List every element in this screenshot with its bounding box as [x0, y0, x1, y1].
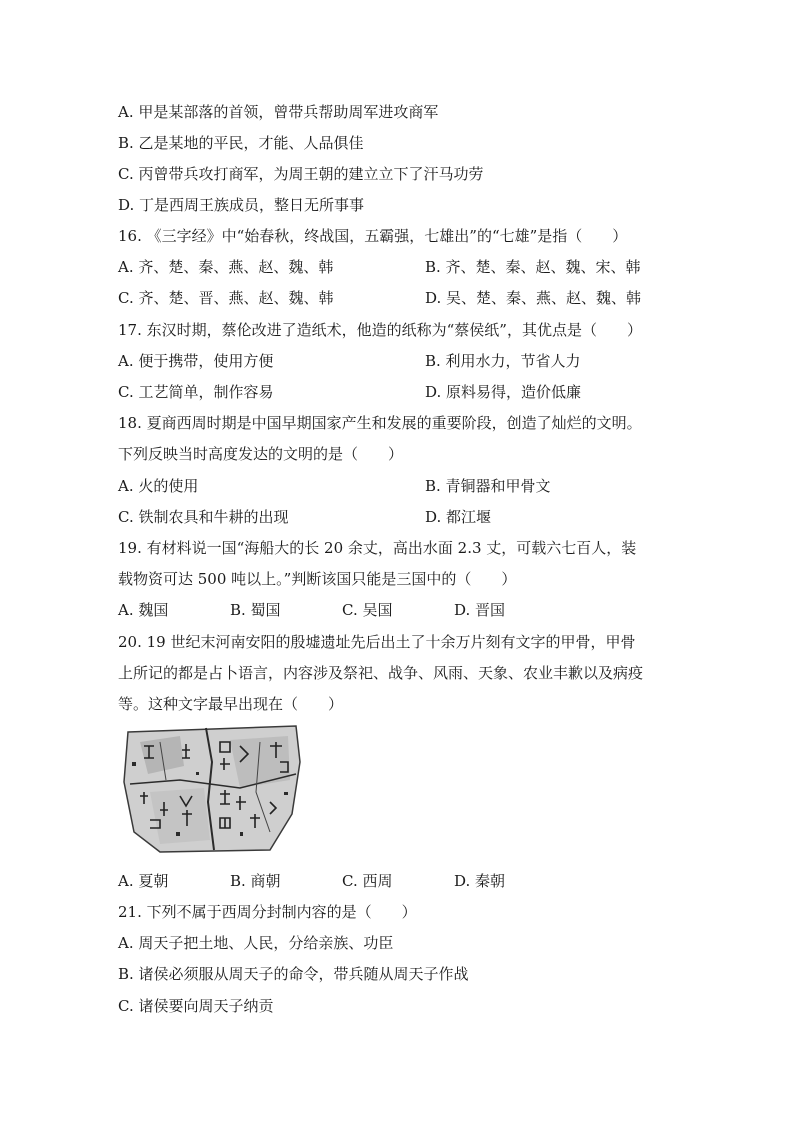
q16-option-a: A. 齐、楚、秦、燕、赵、魏、韩: [118, 258, 334, 276]
q21-stem: 21. 下列不属于西周分封制内容的是（ ）: [118, 903, 417, 921]
q17-option-c: C. 工艺简单，制作容易: [118, 383, 274, 401]
q19-option-a: A. 魏国: [118, 601, 169, 619]
q15-option-c: C. 丙曾带兵攻打商军，为周王朝的建立立下了汗马功劳: [118, 165, 484, 183]
q18-option-b: B. 青铜器和甲骨文: [425, 477, 551, 495]
oracle-bone-photo: [120, 722, 306, 856]
q18-option-c: C. 铁制农具和牛耕的出现: [118, 508, 289, 526]
q21-option-c: C. 诸侯要向周天子纳贡: [118, 997, 274, 1015]
q19-stem-line-1: 19. 有材料说一国“海船大的长 20 余丈，高出水面 2.3 丈，可载六七百人，装: [118, 539, 637, 557]
q20-option-a: A. 夏朝: [118, 872, 169, 890]
q20-option-b: B. 商朝: [230, 872, 281, 890]
q17-option-a: A. 便于携带，使用方便: [118, 352, 274, 370]
q18-stem-line-1: 18. 夏商西周时期是中国早期国家产生和发展的重要阶段，创造了灿烂的文明。: [118, 414, 642, 432]
q16-option-b: B. 齐、楚、秦、赵、魏、宋、韩: [425, 258, 641, 276]
q18-option-a: A. 火的使用: [118, 477, 199, 495]
q16-stem: 16. 《三字经》中“始春秋，终战国，五霸强，七雄出”的“七雄”是指（ ）: [118, 227, 628, 245]
q16-option-c: C. 齐、楚、晋、燕、赵、魏、韩: [118, 289, 334, 307]
q20-option-c: C. 西周: [342, 872, 393, 890]
q19-option-c: C. 吴国: [342, 601, 393, 619]
q18-stem-line-2: 下列反映当时高度发达的文明的是（ ）: [118, 445, 404, 463]
q21-option-b: B. 诸侯必须服从周天子的命令，带兵随从周天子作战: [118, 965, 469, 983]
q15-option-a: A. 甲是某部落的首领，曾带兵帮助周军进攻商军: [118, 103, 439, 121]
q18-option-d: D. 都江堰: [425, 508, 492, 526]
q17-stem: 17. 东汉时期，蔡伦改进了造纸术，他造的纸称为“蔡侯纸”，其优点是（ ）: [118, 321, 642, 339]
q15-option-d: D. 丁是西周王族成员，整日无所事事: [118, 196, 365, 214]
q17-option-d: D. 原料易得，造价低廉: [425, 383, 582, 401]
q19-option-d: D. 晋国: [454, 601, 506, 619]
q20-option-d: D. 秦朝: [454, 872, 506, 890]
q20-stem-line-2: 上所记的都是占卜语言，内容涉及祭祀、战争、风雨、天象、农业丰歉以及病疫: [118, 664, 644, 682]
q17-option-b: B. 利用水力，节省人力: [425, 352, 581, 370]
q20-stem-line-1: 20. 19 世纪末河南安阳的殷墟遗址先后出土了十余万片刻有文字的甲骨，甲骨: [118, 633, 636, 651]
q19-option-b: B. 蜀国: [230, 601, 281, 619]
q16-option-d: D. 吴、楚、秦、燕、赵、魏、韩: [425, 289, 642, 307]
q20-stem-line-3: 等。这种文字最早出现在（ ）: [118, 695, 344, 713]
q15-option-b: B. 乙是某地的平民，才能、人品俱佳: [118, 134, 364, 152]
q19-stem-line-2: 载物资可达 500 吨以上。”判断该国只能是三国中的（ ）: [118, 570, 517, 588]
q21-option-a: A. 周天子把土地、人民，分给亲族、功臣: [118, 934, 394, 952]
